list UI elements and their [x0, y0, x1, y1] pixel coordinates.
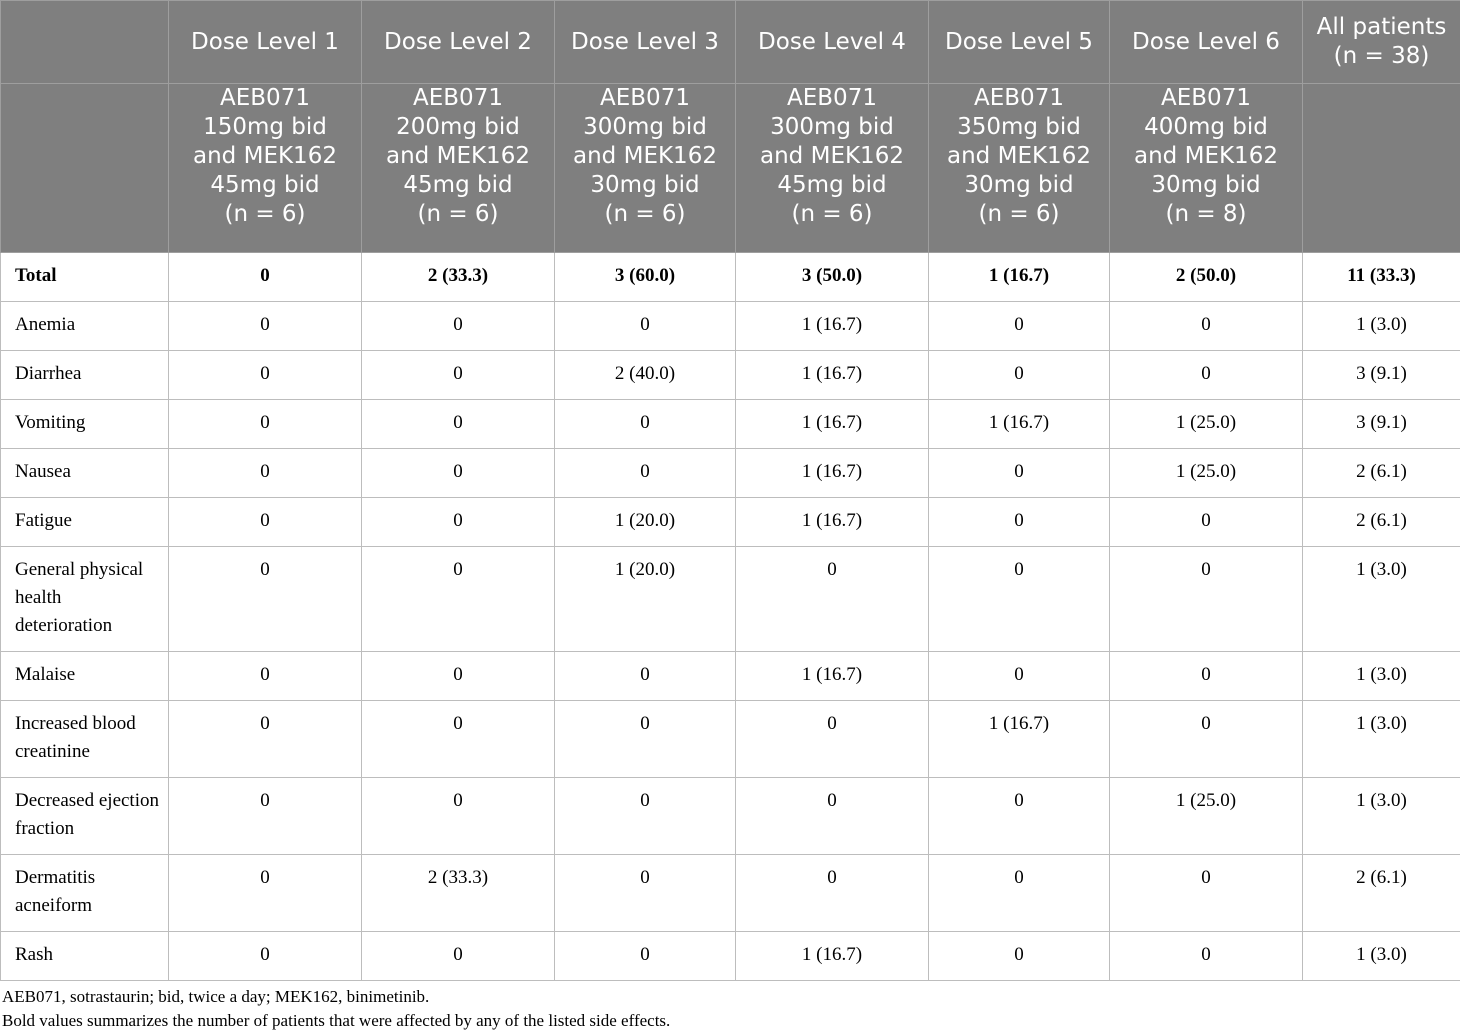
table-cell: 0: [169, 932, 362, 981]
subheader-cell: [1303, 84, 1460, 253]
table-cell: 2 (6.1): [1303, 449, 1460, 498]
table-cell: 0: [555, 932, 736, 981]
table-cell: 1 (16.7): [736, 351, 929, 400]
table-cell: 0: [362, 400, 555, 449]
table-cell: 0: [362, 498, 555, 547]
table-cell: 0: [362, 302, 555, 351]
table-cell: 0: [169, 449, 362, 498]
row-label: Total: [1, 253, 169, 302]
row-label: Nausea: [1, 449, 169, 498]
table-cell: 2 (33.3): [362, 855, 555, 932]
table-cell: 0: [555, 652, 736, 701]
table-cell: 1 (3.0): [1303, 547, 1460, 652]
row-label: Increased blood creatinine: [1, 701, 169, 778]
table-cell: 1 (3.0): [1303, 932, 1460, 981]
table-cell: 1 (16.7): [736, 498, 929, 547]
table-cell: 0: [1110, 701, 1303, 778]
table-cell: 1 (25.0): [1110, 778, 1303, 855]
table-cell: 1 (3.0): [1303, 302, 1460, 351]
table-row: [1, 498, 1460, 547]
header-cell-empty: [1, 1, 169, 84]
table-cell: 0: [1110, 932, 1303, 981]
table-cell: 1 (3.0): [1303, 652, 1460, 701]
subheader-row: [1, 84, 1460, 253]
table-cell: 2 (50.0): [1110, 253, 1303, 302]
table-cell: 1 (16.7): [736, 449, 929, 498]
table-cell: 0: [929, 302, 1110, 351]
table-cell: 11 (33.3): [1303, 253, 1460, 302]
row-label: General physical health deterioration: [1, 547, 169, 652]
table-cell: 0: [1110, 547, 1303, 652]
table-cell: 0: [1110, 652, 1303, 701]
table-cell: 0: [736, 701, 929, 778]
table-cell: 1 (25.0): [1110, 400, 1303, 449]
header-cell-dose-level-1: Dose Level 1: [169, 1, 362, 84]
table-cell: 0: [555, 778, 736, 855]
table-cell: 1 (16.7): [929, 701, 1110, 778]
table-cell: 0: [1110, 302, 1303, 351]
table-cell: 3 (9.1): [1303, 400, 1460, 449]
table-cell: 0: [736, 547, 929, 652]
subheader-cell: AEB071 300mg bid and MEK162 45mg bid (n = 6): [736, 84, 929, 253]
table-cell: 1 (16.7): [929, 253, 1110, 302]
table-cell: 1 (16.7): [736, 932, 929, 981]
subheader-cell: AEB071 200mg bid and MEK162 45mg bid (n = 6): [362, 84, 555, 253]
table-row: [1, 652, 1460, 701]
table-cell: 0: [362, 701, 555, 778]
table-cell: 0: [169, 400, 362, 449]
row-label: Malaise: [1, 652, 169, 701]
row-label: Rash: [1, 932, 169, 981]
subheader-cell: AEB071 400mg bid and MEK162 30mg bid (n = 8): [1110, 84, 1303, 253]
table-cell: 0: [555, 701, 736, 778]
table-cell: 0: [362, 351, 555, 400]
table-cell: 0: [169, 302, 362, 351]
table-cell: 0: [362, 449, 555, 498]
table-cell: 1 (3.0): [1303, 778, 1460, 855]
table-row: [1, 400, 1460, 449]
table-body: [1, 253, 1460, 981]
header-cell-dose-level-6: Dose Level 6: [1110, 1, 1303, 84]
table-row: [1, 855, 1460, 932]
table-cell: 0: [169, 253, 362, 302]
table-cell: 1 (16.7): [736, 400, 929, 449]
header-cell-dose-level-4: Dose Level 4: [736, 1, 929, 84]
table-cell: 0: [929, 449, 1110, 498]
table-cell: 0: [169, 498, 362, 547]
subheader-cell: AEB071 150mg bid and MEK162 45mg bid (n = 6): [169, 84, 362, 253]
table-cell: 0: [169, 778, 362, 855]
row-label: Fatigue: [1, 498, 169, 547]
table-row: [1, 351, 1460, 400]
table-cell: 0: [929, 778, 1110, 855]
table-cell: 0: [929, 351, 1110, 400]
table-row: [1, 253, 1460, 302]
table-cell: 1 (16.7): [736, 652, 929, 701]
table-cell: 1 (20.0): [555, 498, 736, 547]
table-row: [1, 449, 1460, 498]
table-cell: 0: [362, 778, 555, 855]
table-cell: 0: [929, 498, 1110, 547]
table-cell: 0: [362, 652, 555, 701]
row-label: Diarrhea: [1, 351, 169, 400]
table-row: [1, 778, 1460, 855]
table-cell: 1 (20.0): [555, 547, 736, 652]
table-cell: 1 (16.7): [929, 400, 1110, 449]
header-cell-dose-level-2: Dose Level 2: [362, 1, 555, 84]
table-cell: 0: [169, 351, 362, 400]
subheader-cell: [1, 84, 169, 253]
table-cell: 0: [929, 652, 1110, 701]
row-label: Anemia: [1, 302, 169, 351]
table-cell: 3 (50.0): [736, 253, 929, 302]
table-row: [1, 932, 1460, 981]
table-cell: 0: [1110, 351, 1303, 400]
subheader-cell: AEB071 300mg bid and MEK162 30mg bid (n = 6): [555, 84, 736, 253]
table-cell: 0: [555, 400, 736, 449]
table-cell: 3 (60.0): [555, 253, 736, 302]
table-cell: 0: [169, 547, 362, 652]
header-cell-dose-level-5: Dose Level 5: [929, 1, 1110, 84]
table-cell: 0: [1110, 498, 1303, 547]
table-cell: 0: [169, 701, 362, 778]
table-row: [1, 701, 1460, 778]
table-cell: 0: [929, 932, 1110, 981]
table-cell: 0: [169, 652, 362, 701]
row-label: Decreased ejection fraction: [1, 778, 169, 855]
table-cell: 0: [929, 547, 1110, 652]
table-row: [1, 547, 1460, 652]
table-cell: 0: [362, 547, 555, 652]
table-cell: 2 (33.3): [362, 253, 555, 302]
table-cell: 0: [169, 855, 362, 932]
row-label: Dermatitis acneiform: [1, 855, 169, 932]
table-cell: 1 (25.0): [1110, 449, 1303, 498]
table-cell: 2 (6.1): [1303, 855, 1460, 932]
table-cell: 0: [555, 855, 736, 932]
table-cell: 0: [362, 932, 555, 981]
footnote-abbreviations: AEB071, sotrastaurin; bid, twice a day; MEK162, binimetinib.: [2, 987, 430, 1006]
subheader-cell: AEB071 350mg bid and MEK162 30mg bid (n = 6): [929, 84, 1110, 253]
table-cell: 2 (40.0): [555, 351, 736, 400]
header-cell-dose-level-3: Dose Level 3: [555, 1, 736, 84]
footnotes: [2, 985, 670, 1033]
table-cell: 2 (6.1): [1303, 498, 1460, 547]
table-cell: 0: [929, 855, 1110, 932]
table-cell: 0: [555, 449, 736, 498]
table-cell: 0: [555, 302, 736, 351]
table-cell: 0: [1110, 855, 1303, 932]
header-row: [1, 1, 1460, 84]
footnote-bold-values: Bold values summarizes the number of patients that were affected by any of the listed side effects.: [2, 1011, 671, 1030]
table-row: [1, 302, 1460, 351]
header-cell-all-patients: All patients (n = 38): [1303, 1, 1460, 84]
table-cell: 0: [736, 855, 929, 932]
table-cell: 0: [736, 778, 929, 855]
table-cell: 3 (9.1): [1303, 351, 1460, 400]
table-cell: 1 (16.7): [736, 302, 929, 351]
table-cell: 1 (3.0): [1303, 701, 1460, 778]
row-label: Vomiting: [1, 400, 169, 449]
